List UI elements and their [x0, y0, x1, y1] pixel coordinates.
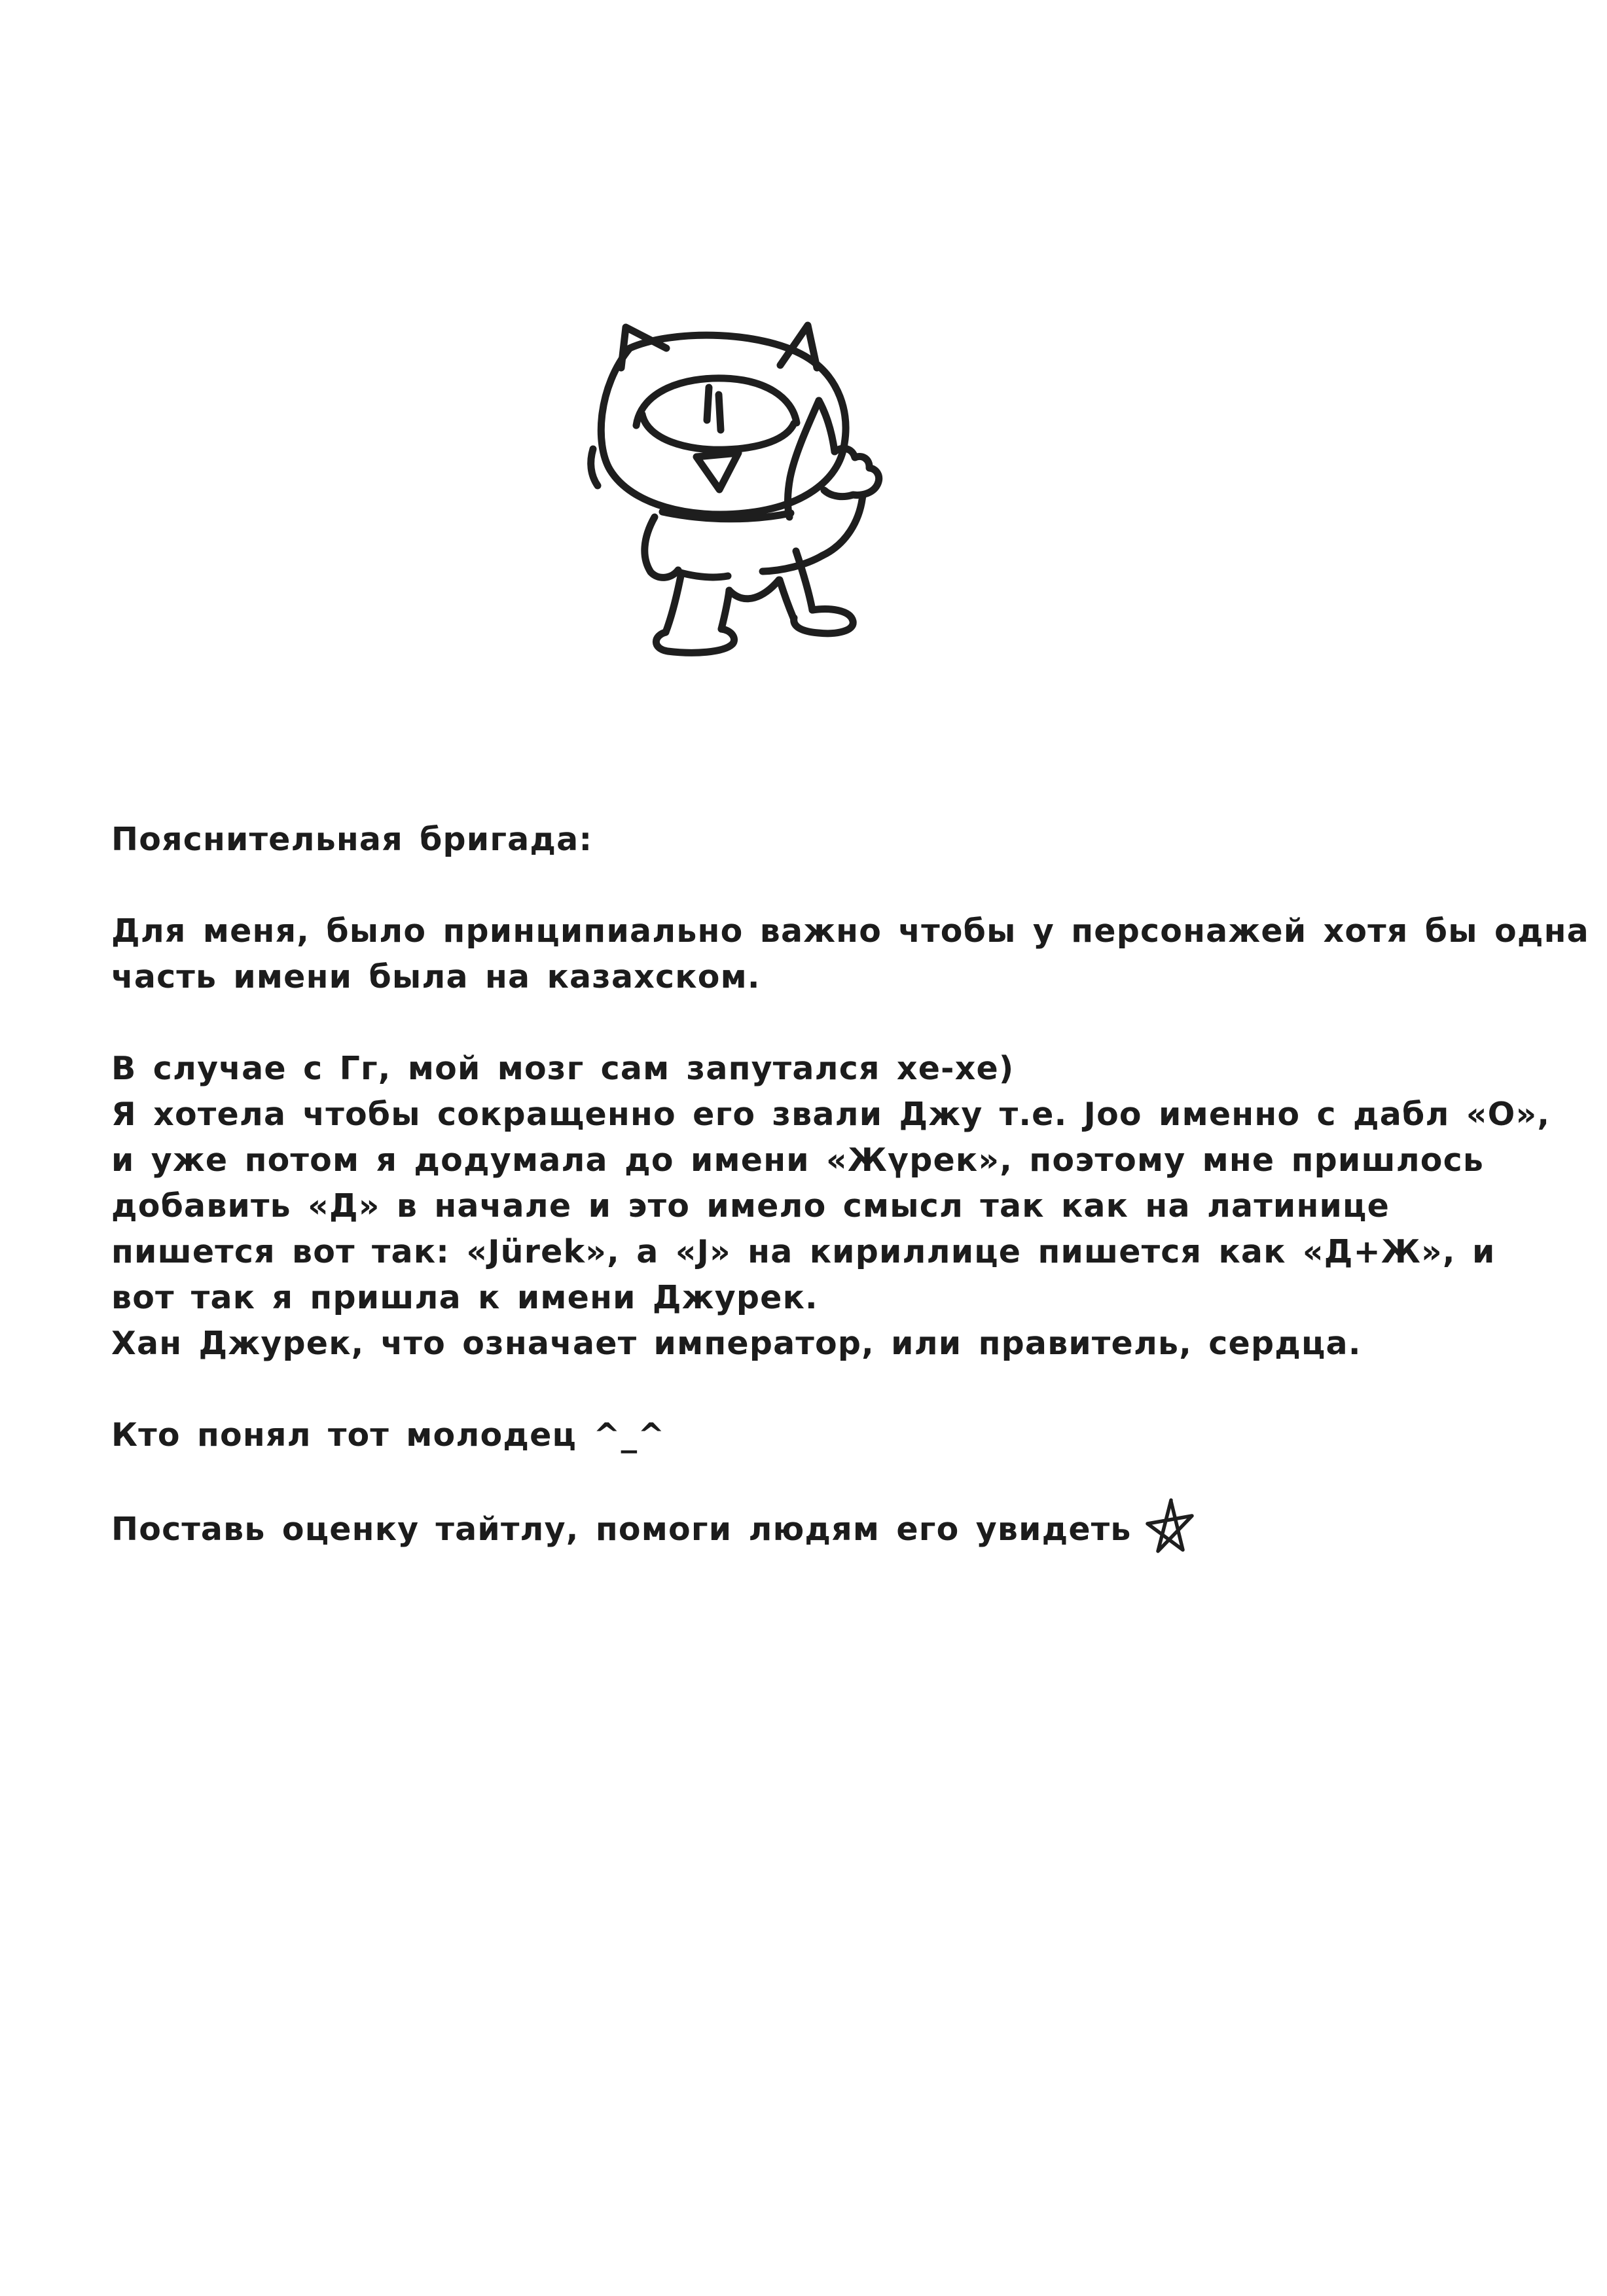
blank-line [111, 1458, 1551, 1504]
paragraph2-line1: В случае с Гг, мой мозг сам запутался хе-хе) [111, 1050, 1015, 1087]
cat-mouth-triangle [696, 453, 738, 490]
cat-cheek-accent [591, 449, 598, 486]
cta-line [111, 1504, 1551, 1555]
heading: Пояснительная бригада: [111, 821, 593, 858]
cat-right-foot [794, 609, 854, 634]
star-icon [1144, 1498, 1196, 1555]
cat-left-arm [645, 517, 678, 577]
paragraph2-line7: Хан Джурек, что означает император, или правитель, сердца. [111, 1325, 1362, 1362]
paragraph2-line2: Я хотела чтобы сокращенно его звали Джу т.е. Joo именно с дабл «О», [111, 1096, 1551, 1133]
cat-right-leg-inner [780, 580, 793, 618]
cat-drawing-svg [556, 295, 1015, 851]
cat-finger-right-edge [819, 401, 835, 452]
paragraph2-line3: и уже потом я додумала до имени «Жүрек», поэтому мне пришлось [111, 1141, 1485, 1179]
blank-line [111, 1367, 1551, 1412]
paragraph1-line2: часть имени была на казахском. [111, 958, 761, 996]
note-line: Кто понял тот молодец ^_^ [111, 1416, 666, 1454]
cat-illustration [556, 295, 1015, 851]
cat-left-foot [656, 629, 734, 653]
cat-left-leg-outer [666, 576, 681, 632]
paragraph2-line4: добавить «Д» в начале и это имело смысл так как на латинице [111, 1187, 1390, 1225]
cta-text: Поставь оценку тайтлу, помоги людям его увидеть [111, 1511, 1132, 1548]
blank-line [111, 1000, 1551, 1046]
cat-shoulder-line [763, 556, 822, 571]
paragraph1-line1: Для меня, было принципиально важно чтобы у персонажей хотя бы одна [111, 912, 1589, 950]
cat-left-leg-inner [721, 590, 729, 629]
afterword-text [111, 817, 1589, 1555]
cat-pupil-line-2 [719, 395, 721, 430]
cat-arm-outer [822, 495, 863, 556]
cat-belly-line [678, 572, 728, 577]
paragraph2-line5: пишется вот так: «Jürek», а «J» на кириллице пишется как «Д+Ж», и [111, 1233, 1496, 1270]
paragraph2-line6: вот так я пришла к имени Джурек. [111, 1279, 818, 1316]
cat-crotch-line [729, 580, 779, 599]
cat-pupil-line-1 [707, 387, 709, 420]
blank-line [111, 863, 1551, 908]
